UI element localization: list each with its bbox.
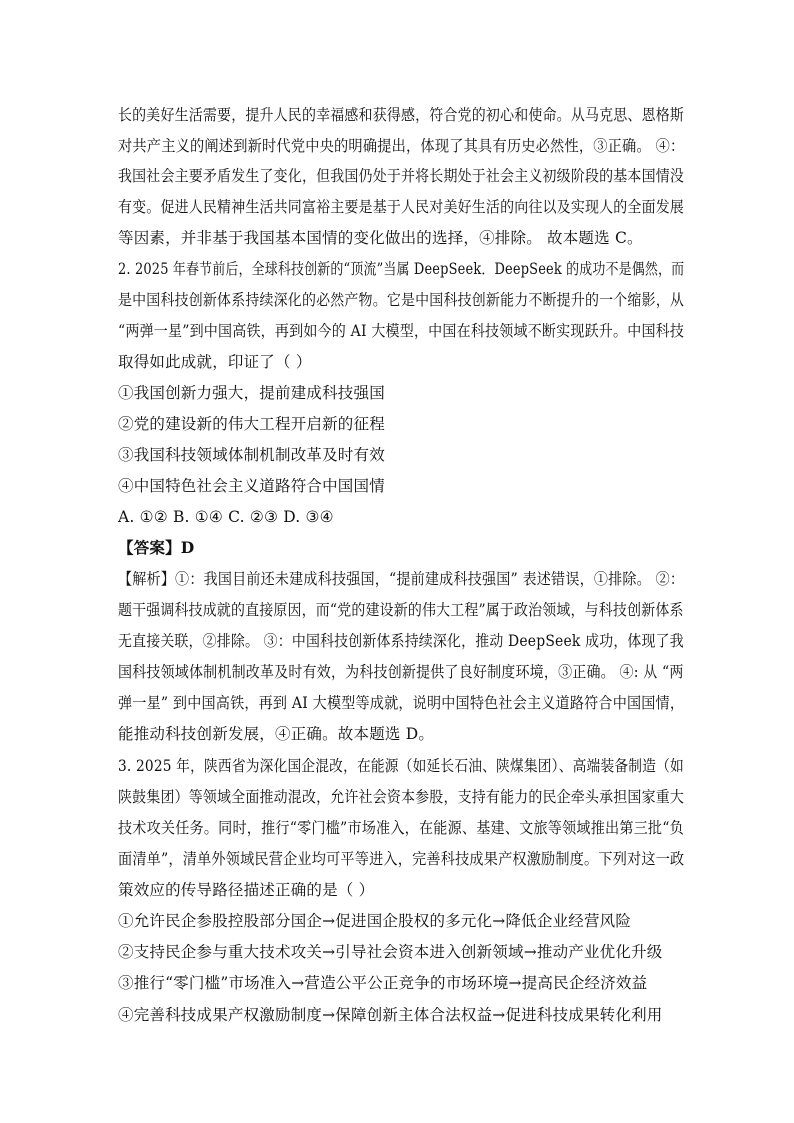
q1-analysis-line: 等因素，并非基于我国基本国情的变化做出的选择，④排除。 故本题选 C。 bbox=[118, 229, 643, 247]
q2-stem-line: “两弹一星”到中国高铁，再到如今的 AI 大模型，中国在科技领域不断实现跃升。中国科技 bbox=[118, 322, 685, 340]
q2-analysis-line: 能推动科技创新发展，④正确。故本题选 D。 bbox=[118, 725, 435, 743]
q2-analysis-line: 【解析】①：我国目前还未建成科技强国，“提前建成科技强国” 表述错误，①排除。 ②： bbox=[118, 570, 685, 588]
q2-analysis-line: 无直接关联，②排除。 ③：中国科技创新体系持续深化，推动 DeepSeek 成功，体现了我 bbox=[118, 632, 684, 650]
q2-analysis-line: 国科技领域体制机制改革及时有效，为科技创新提供了良好制度环境，③正确。 ④: 从 “两 bbox=[118, 663, 684, 681]
q3-stem-line: 3. 2025 年，陕西省为深化国企混改，在能源（如延长石油、陕煤集团）、高端装备制造（如 bbox=[118, 757, 684, 775]
q2-option: ④中国特色社会主义道路符合中国国情 bbox=[118, 477, 385, 495]
q3-stem-line: 技术攻关任务。同时，推行“零门槛”市场准入，在能源、基建、文旅等领域推出第三批“负 bbox=[118, 819, 684, 837]
q3-stem-line: 面清单”，清单外领域民营企业均可平等进入，完善科技成果产权激励制度。下列对这一政 bbox=[118, 850, 685, 868]
q2-stem-line: 是中国科技创新体系持续深化的必然产物。它是中国科技创新能力不断提升的一个缩影，从 bbox=[118, 291, 685, 309]
q2-stem-line: 取得如此成就，印证了（ ） bbox=[118, 353, 312, 371]
q2-analysis-line: 题干强调科技成就的直接原因，而“党的建设新的伟大工程”属于政治领域，与科技创新体系 bbox=[118, 601, 684, 619]
q2-stem-line: 2. 2025 年春节前后，全球科技创新的“顶流”当属 DeepSeek．DeepSeek 的成功不是偶然，而 bbox=[118, 260, 685, 278]
q2-option: ①我国创新力强大，提前建成科技强国 bbox=[118, 384, 385, 402]
q1-analysis-line: 长的美好生活需要，提升人民的幸福感和获得感，符合党的初心和使命。从马克思、恩格斯 bbox=[118, 106, 685, 124]
q2-option: ③我国科技领域体制机制改革及时有效 bbox=[118, 446, 385, 464]
q3-option: ②支持民企参与重大技术攻关→引导社会资本进入创新领域→推动产业优化升级 bbox=[118, 943, 663, 961]
q2-option: ②党的建设新的伟大工程开启新的征程 bbox=[118, 415, 385, 433]
q3-option: ③推行“零门槛”市场准入→营造公平公正竞争的市场环境→提高民企经济效益 bbox=[118, 974, 648, 992]
q3-option: ①允许民企参股控股部分国企→促进国企股权的多元化→降低企业经营风险 bbox=[118, 912, 632, 930]
q3-stem-line: 陕鼓集团）等领域全面推动混改，允许社会资本参股，支持有能力的民企牵头承担国家重大 bbox=[118, 788, 685, 806]
q2-analysis-line: 弹一星” 到中国高铁，再到 AI 大模型等成就，说明中国特色社会主义道路符合中国国情， bbox=[118, 694, 685, 712]
q1-analysis-line: 对共产主义的阐述到新时代党中央的明确提出，体现了其具有历史必然性，③正确。 ④： bbox=[118, 137, 685, 155]
q3-stem-line: 策效应的传导路径描述正确的是（ ） bbox=[118, 881, 375, 899]
q2-choices: A. ①② B. ①④ C. ②③ D. ③④ bbox=[118, 508, 334, 526]
q1-analysis-line: 我国社会主要矛盾发生了变化，但我国仍处于并将长期处于社会主义初级阶段的基本国情没 bbox=[118, 167, 685, 185]
q2-answer: 【答案】D bbox=[118, 538, 195, 557]
q1-analysis-line: 有变。促进人民精神生活共同富裕主要是基于人民对美好生活的向往以及实现人的全面发展 bbox=[118, 198, 685, 216]
q3-option: ④完善科技成果产权激励制度→保障创新主体合法权益→促进科技成果转化利用 bbox=[118, 1006, 663, 1024]
